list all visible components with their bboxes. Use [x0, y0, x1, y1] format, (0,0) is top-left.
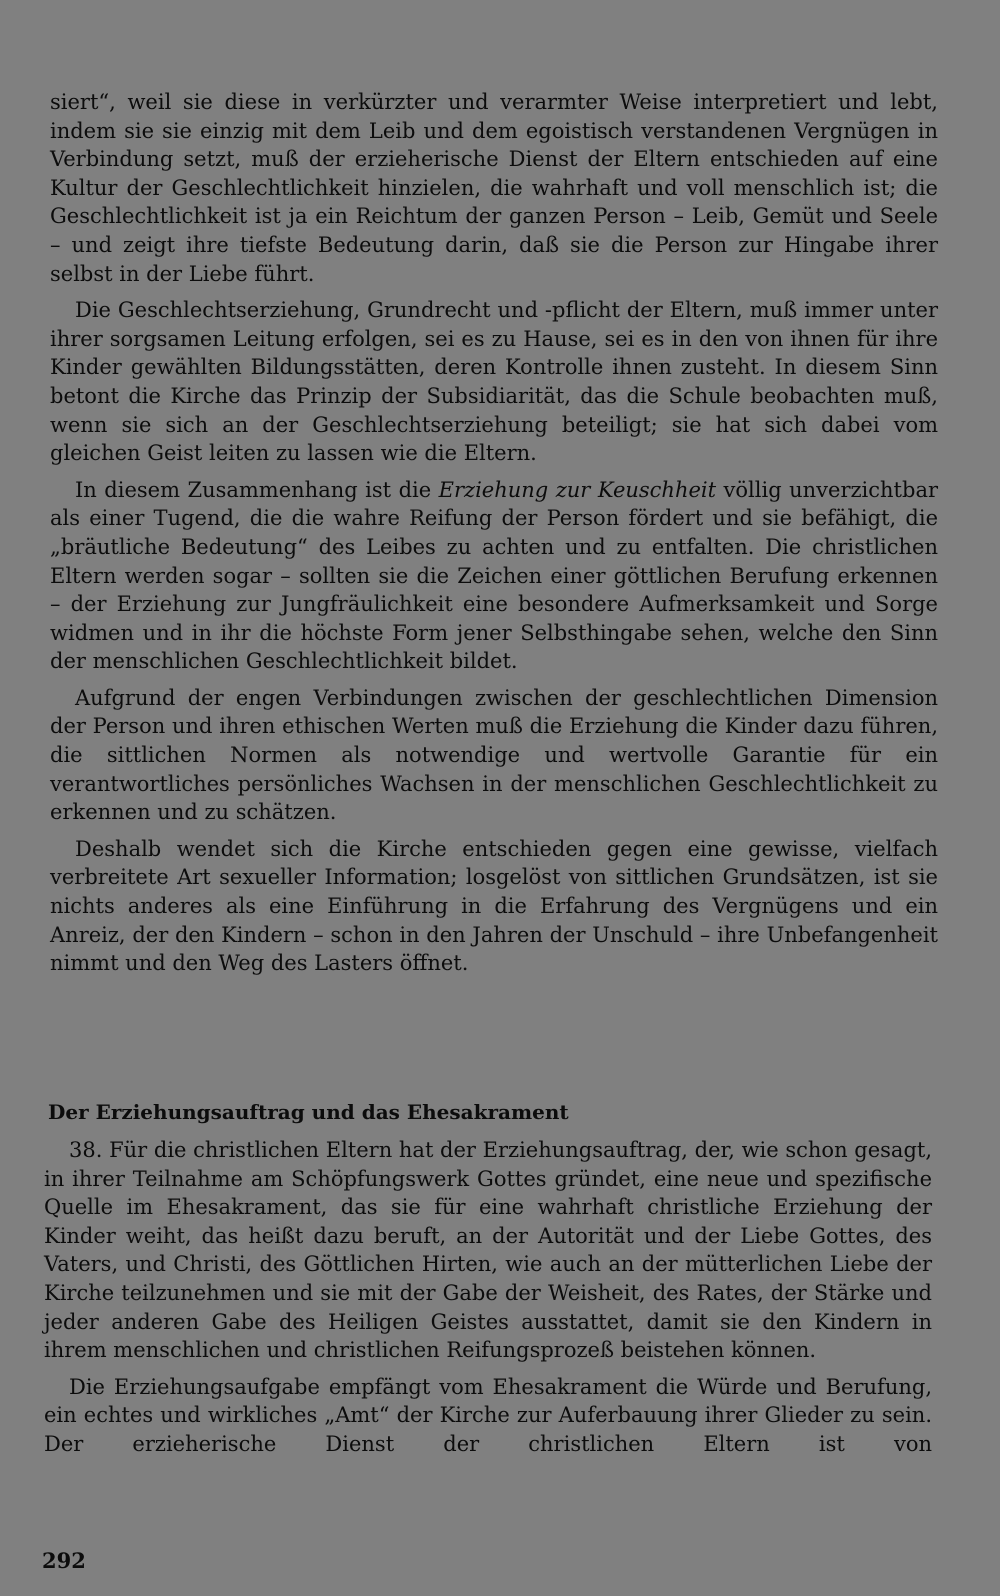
- paragraph-4: Aufgrund der engen Verbindungen zwischen der geschlechtlichen Dimension der Person und ihren ethischen Werten muß die Erziehung die Kinder dazu führen, die sittlichen Normen als notwendige und wertvolle Garantie für ein verantwortliches persönliches Wachsen in der menschlichen Geschlechtlichkeit zu erkennen und zu schätzen.: [50, 685, 938, 825]
- paragraph-1: siert“, weil sie diese in verkürzter und verarmter Weise interpretiert und lebt, indem sie sie einzig mit dem Leib und dem egoistisch verstandenen Vergnügen in Verbindung setzt, muß der erzieherische Dienst der Eltern entschieden auf eine Kultur der Geschlechtlichkeit hinzielen, die wahrhaft und voll menschlich ist; die Geschlechtlichkeit ist ja ein Reichtum der ganzen Person – Leib, Gemüt und Seele – und zeigt ihre tiefste Bedeutung darin, daß sie die Person zur Hingabe ihrer selbst in der Liebe führt.: [50, 90, 938, 286]
- paragraph-3-text-before: In diesem Zusammenhang ist die: [75, 477, 439, 502]
- section-one: [50, 88, 938, 978]
- paragraph-6: 38. Für die christlichen Eltern hat der Erziehungsauftrag, der, wie schon gesagt, in ihrer Teilnahme am Schöpfungswerk Gottes gründet, eine neue und spezifische Quelle im Ehesakrament, das sie für eine wahrhaft christliche Erziehung der Kinder weiht, das heißt dazu beruft, an der Autorität und der Liebe Gottes, des Vaters, und Christi, des Göttlichen Hirten, wie auch an der mütterlichen Liebe der Kirche teilzunehmen und sie mit der Gabe der Weisheit, des Rates, der Stärke und jeder anderen Gabe des Heiligen Geistes ausstattet, damit sie den Kindern in ihrem menschlichen und christlichen Reifungsprozeß beistehen können.: [44, 1138, 932, 1363]
- section-two: [44, 1136, 932, 1459]
- paragraph-3-emphasis: Erziehung zur Keuschheit: [438, 477, 717, 502]
- paragraph-5: Deshalb wendet sich die Kirche entschieden gegen eine gewisse, vielfach verbreitete Art sexueller Information; losgelöst von sittlichen Grundsätzen, ist sie nichts anderes als eine Einführung in die Erfahrung des Vergnügens und ein Anreiz, der den Kindern – schon in den Jahren der Unschuld – ihre Unbefangenheit nimmt und den Weg des Lasters öffnet.: [50, 836, 938, 976]
- paragraph-2: Die Geschlechtserziehung, Grundrecht und -pflicht der Eltern, muß immer unter ihrer sorgsamen Leitung erfolgen, sei es zu Hause, sei es in den von ihnen für ihre Kinder gewählten Bildungsstätten, deren Kontrolle ihnen zusteht. In diesem Sinn betont die Kirche das Prinzip der Subsidiarität, das die Schule beobachten muß, wenn sie sich an der Geschlechtserziehung beteiligt; sie hat sich dabei vom gleichen Geist leiten zu lassen wie die Eltern.: [50, 298, 938, 466]
- page-number: 292: [42, 1548, 86, 1573]
- paragraph-3: [50, 476, 938, 676]
- paragraph-3-text-after: völlig unverzichtbar als einer Tugend, die die wahre Reifung der Person fördert und sie befähigt, die „bräutliche Bedeutung“ des Leibes zu achten und zu entfalten. Die christlichen Eltern werden sogar – sollten sie die Zeichen einer göttlichen Berufung erkennen – der Erziehung zur Jungfräulichkeit eine besondere Aufmerksamkeit und Sorge widmen und in ihr die höchste Form jener Selbsthingabe sehen, welche den Sinn der menschlichen Geschlechtlichkeit bildet.: [50, 477, 938, 674]
- paragraph-7: Die Erziehungsaufgabe empfängt vom Ehesakrament die Würde und Berufung, ein echtes und wirkliches „Amt“ der Kirche zur Auferbauung ihrer Glieder zu sein. Der erzieherische Dienst der christlichen Eltern ist von: [44, 1374, 932, 1456]
- section-heading: Der Erziehungsauftrag und das Ehesakrament: [48, 1100, 569, 1124]
